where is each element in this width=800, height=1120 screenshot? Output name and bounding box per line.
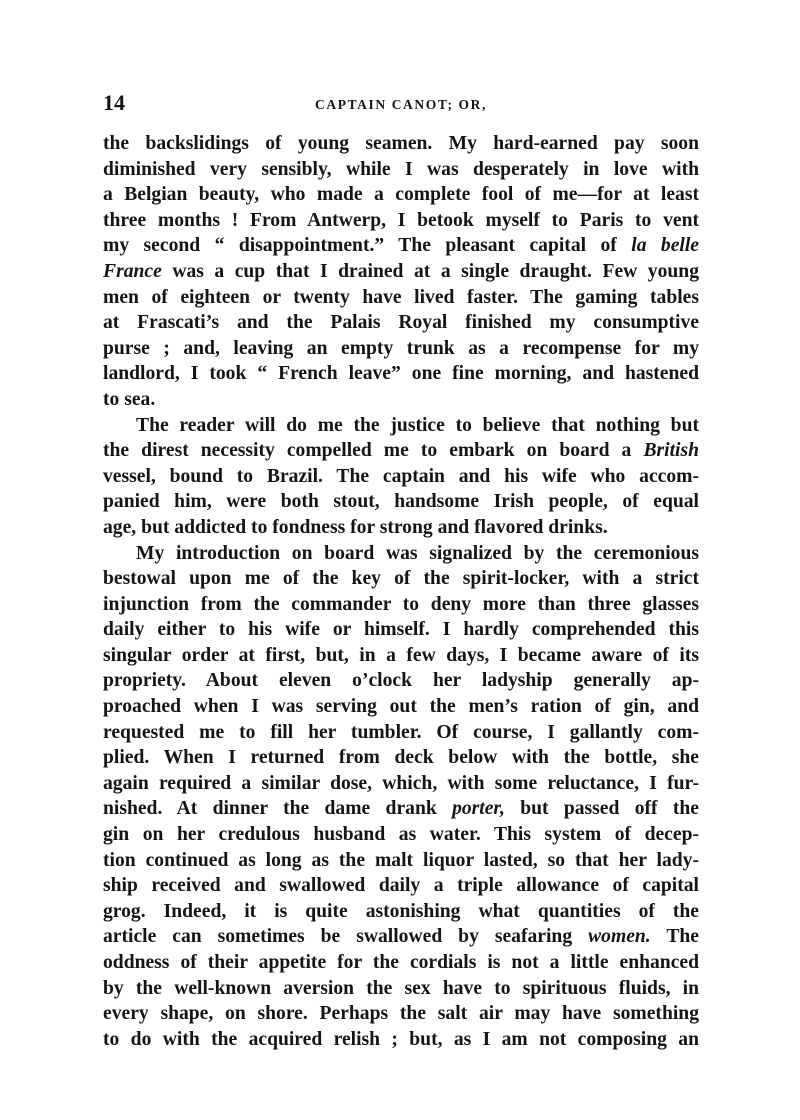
text-line: plied. When I returned from deck below with the bottle, she <box>103 747 699 769</box>
page-number: 14 <box>103 90 125 115</box>
text-line: again required a similar dose, which, with some reluctance, I fur- <box>103 772 699 794</box>
text-line: three months ! From Antwerp, I betook myself to Paris to vent <box>103 209 699 231</box>
text-line: landlord, I took “ French leave” one fine morning, and hastened <box>103 363 699 385</box>
text-line: grog. Indeed, it is quite astonishing what quantities of the <box>103 900 699 922</box>
text-line: the backslidings of young seamen. My hard-earned pay soon <box>103 133 699 154</box>
text-line: a Belgian beauty, who made a complete fool of me—for at least <box>103 184 699 206</box>
italic-phrase: women. <box>588 926 651 948</box>
text-line: purse ; and, leaving an empty trunk as a recompense for my <box>103 337 699 359</box>
text-line: vessel, bound to Brazil. The captain and his wife who accom- <box>103 465 699 487</box>
text-line: to sea. <box>103 388 156 410</box>
text-line: by the well-known aversion the sex have to spirituous fluids, in <box>103 977 699 999</box>
italic-phrase: porter, <box>452 798 505 820</box>
text-line: singular order at first, but, in a few days, I became aware of its <box>103 644 699 666</box>
text-line: oddness of their appetite for the cordials is not a little enhanced <box>103 952 699 973</box>
running-title: CAPTAIN CANOT; OR, <box>315 97 487 112</box>
text-line: age, but addicted to fondness for strong and flavored drinks. <box>103 516 608 538</box>
body-text <box>103 131 699 1052</box>
text-line: diminished very sensibly, while I was desperately in love with <box>103 158 699 180</box>
text-line: every shape, on shore. Perhaps the salt air may have something <box>103 1003 699 1025</box>
text-line: at Frascati’s and the Palais Royal finished my consumptive <box>103 312 699 334</box>
text-line: the direst necessity compelled me to embark on board a British <box>103 440 699 462</box>
italic-phrase: France <box>103 260 162 282</box>
text-line: My introduction on board was signalized by the ceremonious <box>136 542 699 564</box>
text-line: men of eighteen or twenty have lived faster. The gaming tables <box>103 286 699 308</box>
text-line: France was a cup that I drained at a single draught. Few young <box>103 260 699 282</box>
text-line: propriety. About eleven o’clock her ladyship generally ap- <box>103 670 699 692</box>
italic-phrase: British <box>643 440 699 462</box>
text-line: bestowal upon me of the key of the spirit-locker, with a strict <box>103 568 699 590</box>
text-line: article can sometimes be swallowed by seafaring women. The <box>103 926 699 948</box>
text-line: nished. At dinner the dame drank porter, but passed off the <box>103 798 699 820</box>
text-line: daily either to his wife or himself. I hardly comprehended this <box>103 619 699 641</box>
text-line: panied him, were both stout, handsome Irish people, of equal <box>103 491 699 513</box>
text-line: injunction from the commander to deny more than three glasses <box>103 593 699 615</box>
text-line: The reader will do me the justice to believe that nothing but <box>136 414 699 436</box>
italic-phrase: la belle <box>631 235 699 257</box>
text-line: requested me to fill her tumbler. Of course, I gallantly com- <box>103 721 699 743</box>
running-head <box>103 88 699 118</box>
text-line: tion continued as long as the malt liquor lasted, so that her lady- <box>103 849 699 871</box>
text-line: my second “ disappointment.” The pleasant capital of la belle <box>103 235 699 257</box>
text-line: gin on her credulous husband as water. This system of decep- <box>103 824 699 846</box>
text-line: to do with the acquired relish ; but, as I am not composing an <box>103 1028 699 1050</box>
text-line: proached when I was serving out the men’s ration of gin, and <box>103 696 699 718</box>
text-line: ship received and swallowed daily a triple allowance of capital <box>103 875 699 897</box>
